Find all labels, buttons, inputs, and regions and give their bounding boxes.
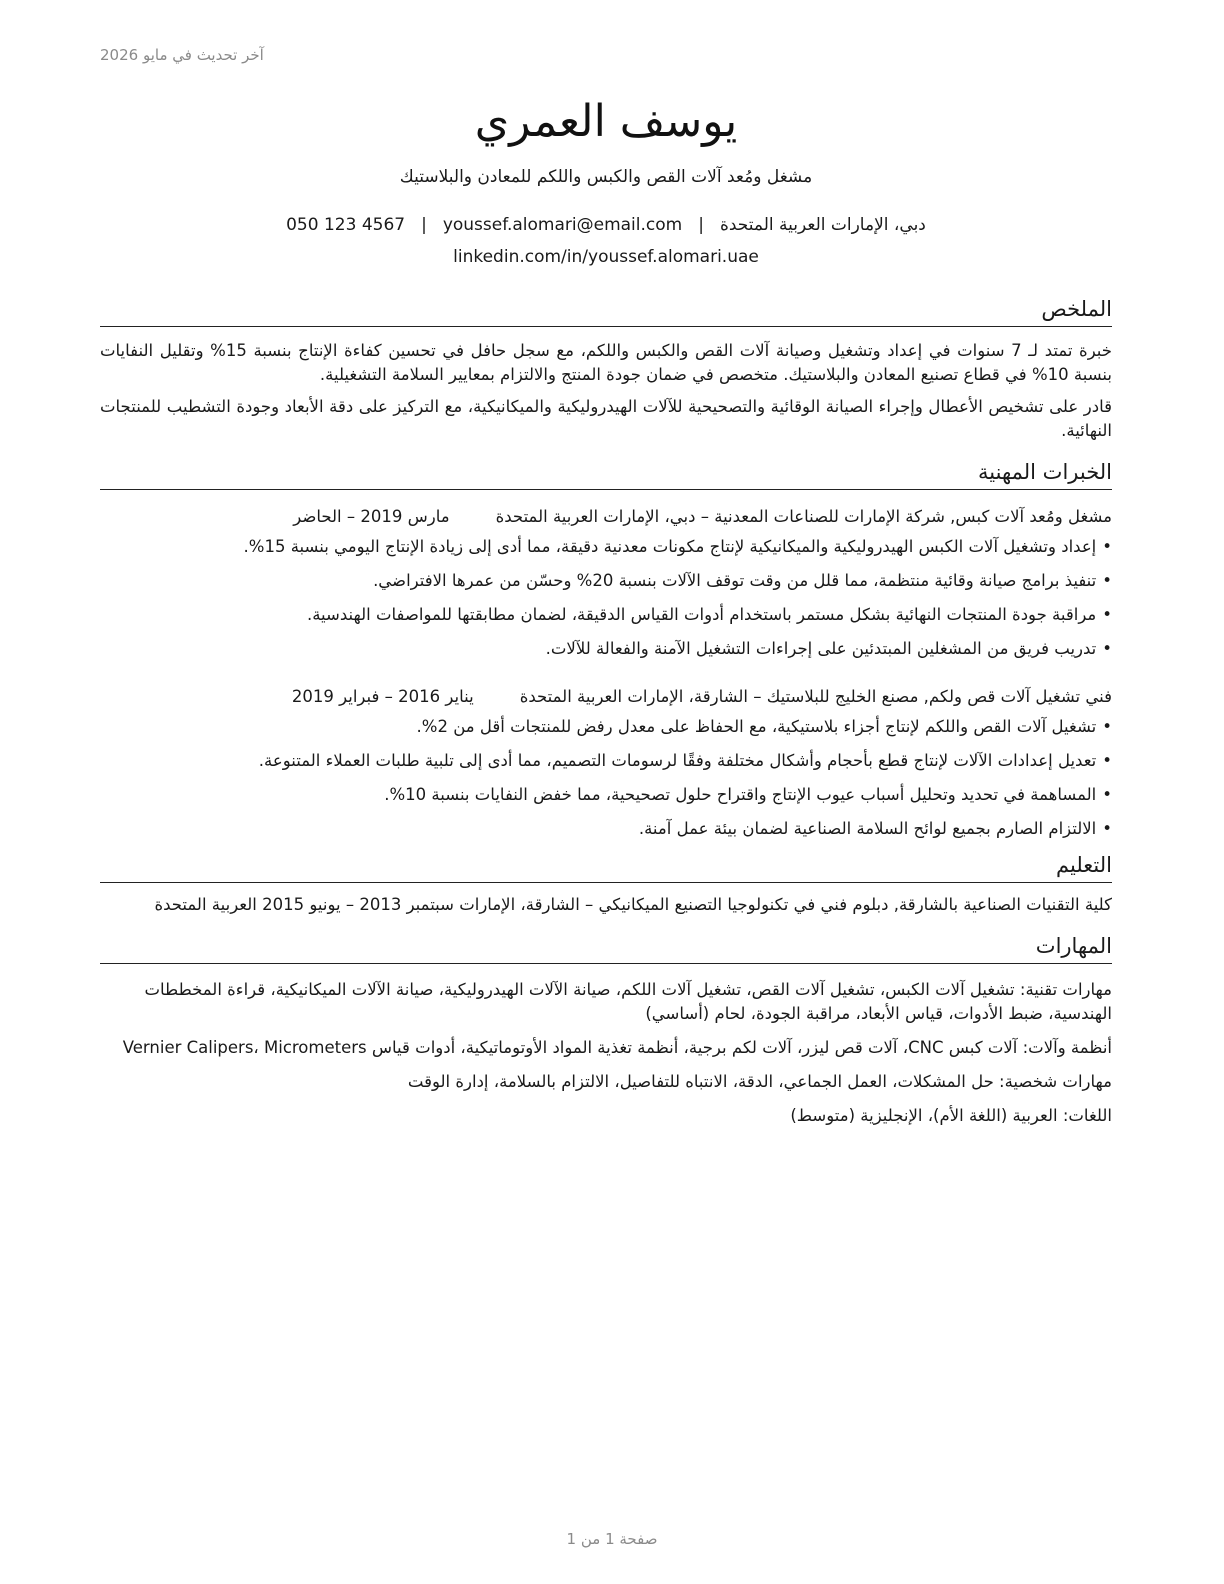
job-entry [100, 684, 1112, 842]
bullet-dot: • [1102, 751, 1112, 770]
job-dates: يناير 2016 – فبراير 2019 [291, 687, 474, 706]
education-section [100, 850, 1112, 917]
job-header [100, 684, 1112, 710]
skill-line: مهارات تقنية: تشغيل آلات الكبس، تشغيل آلات القص، تشغيل آلات اللكم، صيانة الآلات الهيدروليكية، صيانة الآلات الميكانيكية، قراءة المخططات الهندسية، ضبط الأدوات، قياس الأبعاد، مراقبة الجودة، لحام (أساسي) [144, 980, 1112, 1023]
bullet-dot: • [1102, 537, 1112, 556]
job-bullet [100, 568, 1112, 594]
job-bullet [100, 534, 1112, 560]
resume-page [100, 0, 1112, 1128]
contact-linkedin[interactable]: linkedin.com/in/youssef.alomari.uae [453, 247, 759, 267]
job-bullet [100, 602, 1112, 628]
resume-header [100, 0, 1112, 272]
contact-separator: | [698, 215, 704, 235]
candidate-title: مشغل ومُعد آلات القص والكبس واللكم للمعادن والبلاستيك [399, 167, 813, 187]
skill-line: أنظمة وآلات: آلات كبس CNC، آلات قص ليزر، آلات لكم برجية، أنظمة تغذية المواد الأوتوماتيكية، أدوات قياس Vernier Calipers، Micrometers [122, 1038, 1112, 1057]
bullet-dot: • [1102, 717, 1112, 736]
bullet-dot: • [1102, 639, 1112, 658]
bullet-text: مراقبة جودة المنتجات النهائية بشكل مستمر باستخدام أدوات القياس الدقيقة، لضمان مطابقتها للمواصفات الهندسية. [306, 605, 1097, 624]
education-heading: التعليم [100, 850, 1112, 883]
skills-section [100, 931, 1112, 1128]
skill-line: اللغات: العربية (اللغة الأم)، الإنجليزية (متوسط) [790, 1106, 1112, 1125]
page-number: صفحة 1 من 1 [566, 1530, 658, 1548]
experience-heading: الخبرات المهنية [100, 457, 1112, 490]
bullet-text: تنفيذ برامج صيانة وقائية منتظمة، مما قلل من وقت توقف الآلات بنسبة 20% وحسّن من عمرها الافتراضي. [373, 571, 1097, 590]
job-role: فني تشغيل آلات قص ولكم, مصنع الخليج للبلاستيك – الشارقة، الإمارات العربية المتحدة [519, 687, 1112, 706]
bullet-dot: • [1102, 785, 1112, 804]
job-bullet [100, 816, 1112, 842]
job-dates: مارس 2019 – الحاضر [293, 507, 450, 526]
bullet-dot: • [1102, 819, 1112, 838]
job-header [100, 504, 1112, 530]
job-bullets [100, 714, 1112, 842]
summary-paragraph: خبرة تمتد لـ 7 سنوات في إعداد وتشغيل وصيانة آلات القص والكبس واللكم، مع سجل حافل في تحسين كفاءة الإنتاج بنسبة 15% وتقليل النفايات بنسبة 10% في قطاع تصنيع المعادن والبلاستيك. متخصص في ضمان جودة المنتج والالتزام بمعايير السلامة التشغيلية. [100, 341, 1112, 384]
skill-line: مهارات شخصية: حل المشكلات، العمل الجماعي، الدقة، الانتباه للتفاصيل، الالتزام بالسلامة، إدارة الوقت [407, 1072, 1112, 1091]
contact-email[interactable]: youssef.alomari@email.com [442, 215, 683, 235]
contact-location: دبي، الإمارات العربية المتحدة [719, 215, 926, 235]
contact-phone: 050 123 4567 [286, 215, 406, 235]
bullet-dot: • [1102, 571, 1112, 590]
candidate-name: يوسف العمري [474, 96, 738, 147]
summary-paragraph: قادر على تشخيص الأعطال وإجراء الصيانة الوقائية والتصحيحية للآلات الهيدروليكية والميكانيكية، مع التركيز على دقة الأبعاد وجودة التشطيب للمنتجات النهائية. [100, 397, 1112, 440]
summary-section [100, 294, 1112, 443]
job-bullet [100, 748, 1112, 774]
contact-separator: | [421, 215, 427, 235]
bullet-text: تدريب فريق من المشغلين المبتدئين على إجراءات التشغيل الآمنة والفعالة للآلات. [545, 639, 1097, 658]
bullet-text: الالتزام الصارم بجميع لوائح السلامة الصناعية لضمان بيئة عمل آمنة. [638, 819, 1097, 838]
bullet-text: تعديل إعدادات الآلات لإنتاج قطع بأحجام وأشكال مختلفة وفقًا لرسومات التصميم، مما أدى إلى تلبية طلبات العملاء المتنوعة. [258, 751, 1097, 770]
job-bullet [100, 782, 1112, 808]
bullet-dot: • [1102, 605, 1112, 624]
summary-heading: الملخص [100, 294, 1112, 327]
contact-line [100, 210, 1112, 240]
job-entry [100, 504, 1112, 662]
job-role: مشغل ومُعد آلات كبس, شركة الإمارات للصناعات المعدنية – دبي، الإمارات العربية المتحدة [495, 507, 1112, 526]
bullet-text: المساهمة في تحديد وتحليل أسباب عيوب الإنتاج واقتراح حلول تصحيحية، مما خفض النفايات بنسبة 10%. [384, 785, 1097, 804]
experience-section [100, 457, 1112, 842]
education-entry: كلية التقنيات الصناعية بالشارقة, دبلوم فني في تكنولوجيا التصنيع الميكانيكي – الشارقة، الإمارات سبتمبر 2013 – يونيو 2015 العربية المتحدة [154, 895, 1112, 914]
bullet-text: تشغيل آلات القص واللكم لإنتاج أجزاء بلاستيكية، مع الحفاظ على معدل رفض للمنتجات أقل من 2%. [416, 717, 1097, 736]
bullet-text: إعداد وتشغيل آلات الكبس الهيدروليكية والميكانيكية لإنتاج مكونات معدنية دقيقة، مما أدى إلى زيادة الإنتاج اليومي بنسبة 15%. [243, 537, 1097, 556]
last-updated-note: آخر تحديث في مايو 2026 [100, 46, 264, 64]
skills-heading: المهارات [100, 931, 1112, 964]
job-bullet [100, 714, 1112, 740]
job-bullets [100, 534, 1112, 662]
job-bullet [100, 636, 1112, 662]
